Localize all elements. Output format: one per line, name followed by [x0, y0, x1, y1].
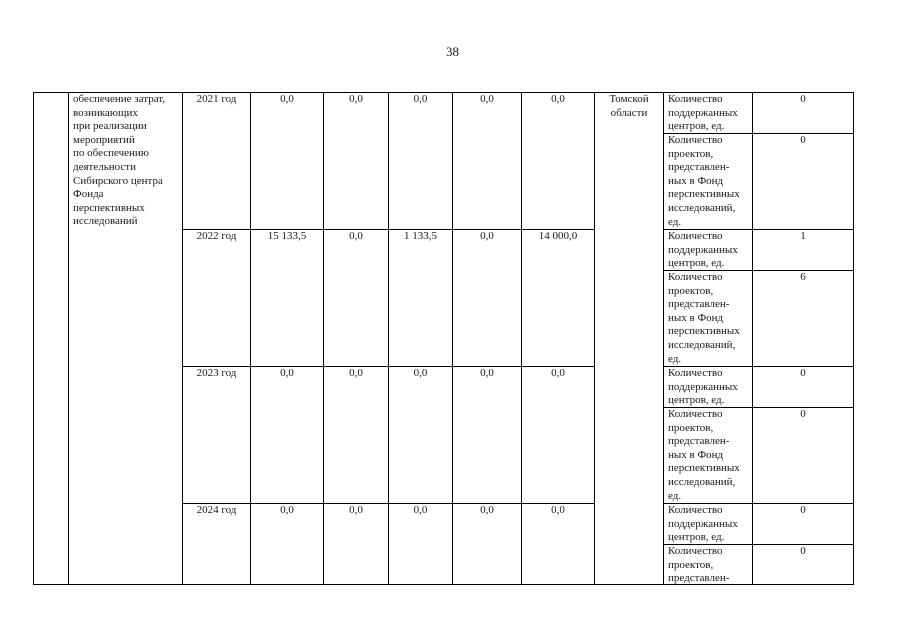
value-federal: 0,0 — [349, 93, 363, 105]
indicator-label: Количество поддержанных центров, ед. — [668, 93, 738, 133]
value-local: 0,0 — [480, 230, 494, 242]
value-other: 0,0 — [551, 93, 565, 105]
year-cell: 2024 год — [196, 504, 237, 516]
value-local: 0,0 — [480, 504, 494, 516]
indicator-value: 0 — [800, 545, 806, 557]
value-regional: 0,0 — [413, 93, 428, 105]
value-other: 0,0 — [551, 504, 565, 516]
year-cell: 2022 год — [196, 230, 237, 242]
indicator-value: 6 — [800, 271, 806, 283]
value-local: 0,0 — [480, 367, 494, 379]
executor-region: Томской области — [609, 93, 649, 119]
value-other: 0,0 — [551, 367, 565, 379]
value-regional: 0,0 — [413, 367, 428, 379]
indicator-value: 0 — [800, 93, 806, 105]
value-federal: 0,0 — [349, 367, 363, 379]
value-total: 0,0 — [280, 93, 294, 105]
indicator-value: 1 — [800, 230, 806, 242]
page-number: 38 — [446, 44, 459, 59]
indicator-label: Количество поддержанных центров, ед. — [668, 504, 738, 544]
value-total: 15 133,5 — [267, 230, 307, 242]
measure-description: обеспечение затрат, возникающих при реализации мероприятий по обеспечению деятельности Сибирского центра Фонда перспективных исследований — [73, 93, 166, 228]
value-regional: 0,0 — [413, 504, 428, 516]
year-cell: 2021 год — [196, 93, 237, 105]
value-total: 0,0 — [280, 367, 294, 379]
value-regional: 1 133,5 — [404, 230, 437, 242]
value-federal: 0,0 — [349, 230, 363, 242]
indicator-value: 0 — [800, 504, 806, 516]
value-local: 0,0 — [480, 93, 494, 105]
indicator-label: Количество проектов, представлен- ных в Фонд перспективных исследований, ед. — [668, 134, 740, 228]
value-other: 14 000,0 — [538, 230, 578, 242]
value-federal: 0,0 — [349, 504, 363, 516]
indicator-label: Количество проектов, представлен- ных в Фонд перспективных исследований, ед. — [668, 408, 740, 502]
indicator-label: Количество поддержанных центров, ед. — [668, 230, 738, 270]
year-cell: 2023 год — [196, 367, 237, 379]
indicator-value: 0 — [800, 134, 806, 146]
indicator-label: Количество проектов, представлен- — [668, 545, 730, 585]
indicator-value: 0 — [800, 408, 806, 420]
indicator-label: Количество поддержанных центров, ед. — [668, 367, 738, 407]
indicator-value: 0 — [800, 367, 806, 379]
indicator-label: Количество проектов, представлен- ных в Фонд перспективных исследований, ед. — [668, 271, 740, 365]
value-total: 0,0 — [280, 504, 294, 516]
